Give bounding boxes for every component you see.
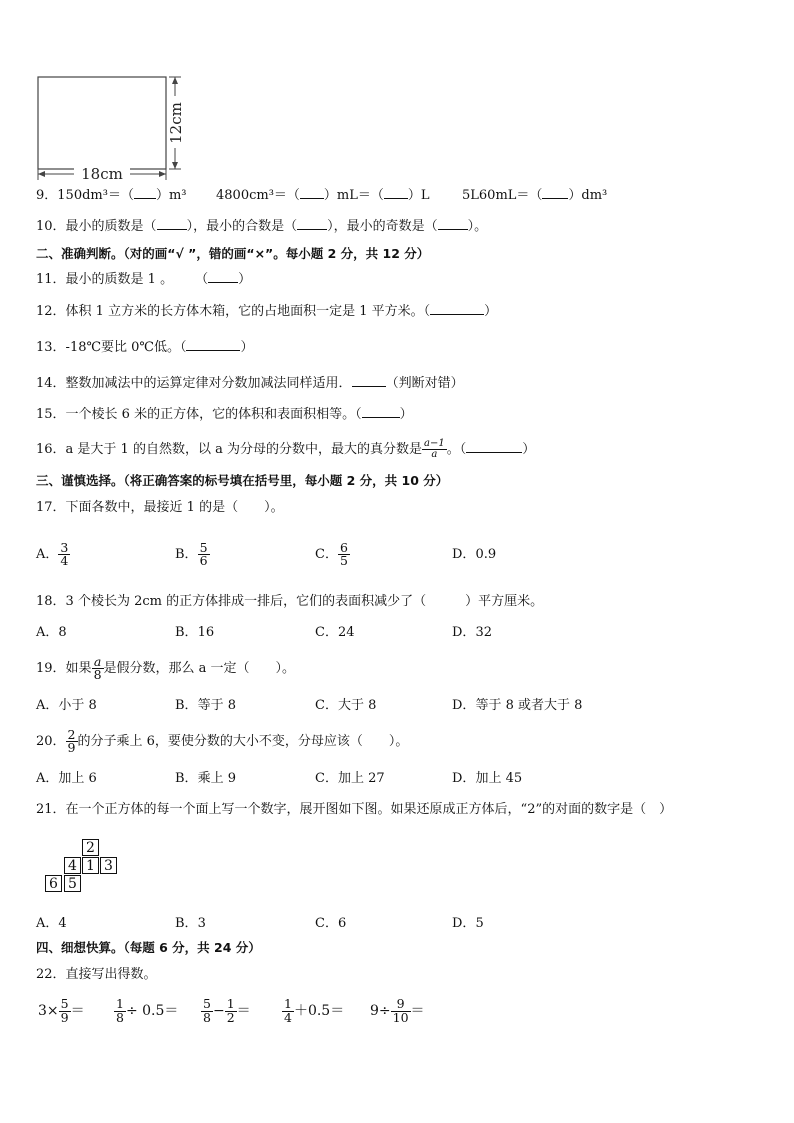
question-13: 13．-18℃要比 0℃低。（ ） [36, 340, 254, 355]
fraction: $\frac{9}{10}$ [392, 996, 409, 1025]
net-face: 3 [100, 857, 117, 874]
net-face: 1 [82, 857, 99, 874]
section-4-heading: 四、细想快算。（每题 6 分，共 24 分） [36, 940, 261, 955]
question-14: 14．整数加减法中的运算定律对分数加减法同样适用． （判断对错） [36, 376, 464, 391]
option-19-b[interactable]: B．等于 8 [175, 698, 236, 713]
answer-blank[interactable] [134, 198, 156, 199]
answer-blank[interactable] [384, 198, 408, 199]
fraction: $\frac{6}{5}$ [339, 539, 348, 568]
expression-2: $\frac{1}{8}$ ÷ 0.5＝ [116, 996, 179, 1025]
option-21-d[interactable]: D．5 [452, 916, 484, 931]
net-face: 5 [64, 875, 81, 892]
question-22: 22．直接写出得数。 [36, 967, 157, 982]
answer-blank[interactable] [438, 229, 468, 230]
fraction: $\frac{5}{6}$ [199, 539, 208, 568]
answer-blank[interactable] [430, 314, 484, 315]
fraction: $\frac{5}{9}$ [60, 996, 69, 1025]
answer-blank[interactable] [186, 350, 240, 351]
option-20-a[interactable]: A．加上 6 [36, 771, 97, 786]
option-18-c[interactable]: C．24 [315, 625, 355, 640]
width-label: 18cm [81, 165, 123, 182]
option-18-a[interactable]: A．8 [36, 625, 67, 640]
question-16: 16．a 是大于 1 的自然数，以 a 为分母的分数中，最大的真分数是 $\frac{a-1}{a}$ 。（ ） [36, 438, 536, 460]
question-17: 17．下面各数中，最接近 1 的是（ ）。 [36, 500, 284, 515]
option-20-c[interactable]: C．加上 27 [315, 771, 385, 786]
height-label: 12cm [167, 102, 185, 144]
expression-3: $\frac{5}{8}$ − $\frac{1}{2}$ ＝ [203, 996, 251, 1025]
option-20-b[interactable]: B．乘上 9 [175, 771, 236, 786]
fraction: $\frac{a}{8}$ [93, 653, 102, 682]
answer-blank[interactable] [297, 229, 327, 230]
net-face: 2 [82, 839, 99, 856]
question-9-part3: 5L60mL＝（ ）dm³ [462, 188, 608, 203]
rectangle-figure [30, 70, 190, 182]
answer-blank[interactable] [352, 386, 386, 387]
answer-blank[interactable] [542, 198, 568, 199]
option-17-a[interactable]: A． $\frac{3}{4}$ [36, 539, 69, 568]
option-18-d[interactable]: D．32 [452, 625, 492, 640]
option-21-a[interactable]: A．4 [36, 916, 67, 931]
question-11: 11．最小的质数是 1 。 （ ） [36, 272, 252, 287]
option-19-c[interactable]: C．大于 8 [315, 698, 377, 713]
fraction: $\frac{3}{4}$ [60, 539, 69, 568]
option-21-c[interactable]: C．6 [315, 916, 347, 931]
option-17-c[interactable]: C． $\frac{6}{5}$ [315, 539, 348, 568]
option-21-b[interactable]: B．3 [175, 916, 206, 931]
question-15: 15．一个棱长 6 米的正方体，它的体积和表面积相等。（ ） [36, 407, 413, 422]
answer-blank[interactable] [208, 282, 238, 283]
fraction: $\frac{1}{4}$ [284, 996, 292, 1025]
question-18: 18．3 个棱长为 2cm 的正方体排成一排后，它们的表面积减少了（ ）平方厘米。 [36, 594, 544, 609]
section-3-heading: 三、谨慎选择。（将正确答案的标号填在括号里，每小题 2 分，共 10 分） [36, 473, 449, 488]
answer-blank[interactable] [362, 417, 400, 418]
fraction: $\frac{1}{2}$ [226, 996, 235, 1025]
fraction: $\frac{1}{8}$ [116, 996, 124, 1025]
fraction: $\frac{2}{9}$ [67, 726, 76, 755]
expression-4: $\frac{1}{4}$ ＋0.5＝ [284, 996, 345, 1025]
option-19-a[interactable]: A．小于 8 [36, 698, 97, 713]
expression-5: 9÷ $\frac{9}{10}$ ＝ [370, 996, 425, 1025]
question-9-part2: 4800cm³＝（ ）mL＝（ ）L [216, 188, 430, 203]
option-18-b[interactable]: B．16 [175, 625, 215, 640]
option-17-d[interactable]: D．0.9 [452, 547, 497, 562]
question-20: 20． $\frac{2}{9}$ 的分子乘上 6，要使分数的大小不变，分母应该（ ）。 [36, 726, 409, 755]
net-face: 6 [45, 875, 62, 892]
net-face: 4 [64, 857, 81, 874]
answer-blank[interactable] [466, 452, 522, 453]
answer-blank[interactable] [157, 229, 187, 230]
option-17-b[interactable]: B． $\frac{5}{6}$ [175, 539, 208, 568]
option-20-d[interactable]: D．加上 45 [452, 771, 523, 786]
section-2-heading: 二、准确判断。（对的画“√ ”，错的画“×”。每小题 2 分，共 12 分） [36, 246, 430, 261]
question-21: 21．在一个正方体的每一个面上写一个数字，展开图如下图。如果还原成正方体后，“2”的对面的数字是（ ） [36, 802, 673, 817]
question-12: 12．体积 1 立方米的长方体木箱，它的占地面积一定是 1 平方米。（ ） [36, 304, 498, 319]
question-9: 9．150dm³＝（ ）m³ [36, 188, 187, 203]
question-19: 19．如果 $\frac{a}{8}$ 是假分数，那么 a 一定（ ）。 [36, 653, 296, 682]
fraction: $\frac{5}{8}$ [203, 996, 211, 1025]
fraction: $\frac{a-1}{a}$ [423, 438, 445, 460]
question-10: 10．最小的质数是（ ），最小的合数是（ ），最小的奇数是（ ）。 [36, 219, 488, 234]
expression-1: 3× $\frac{5}{9}$ ＝ [38, 996, 85, 1025]
answer-blank[interactable] [300, 198, 324, 199]
option-19-d[interactable]: D．等于 8 或者大于 8 [452, 698, 583, 713]
